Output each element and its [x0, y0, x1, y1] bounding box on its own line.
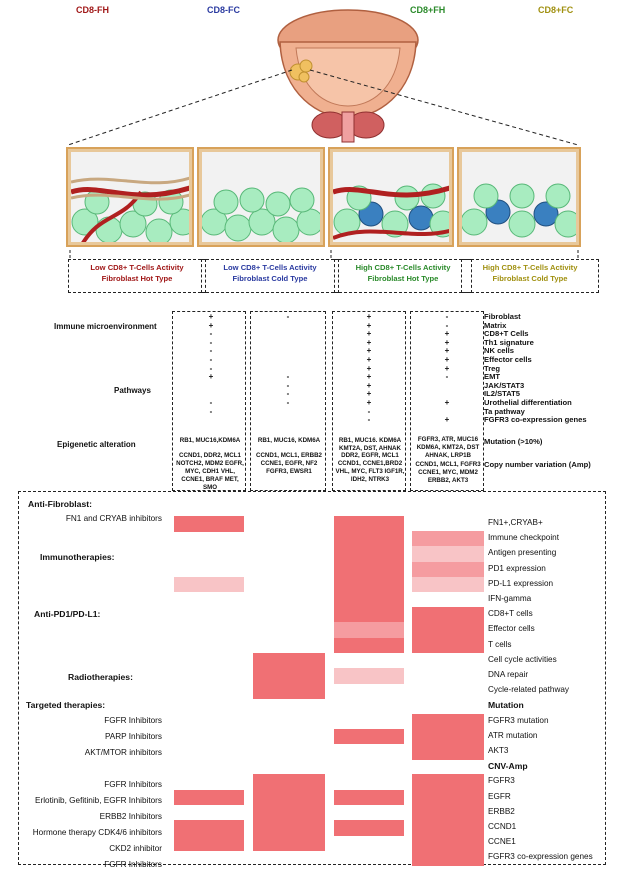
feature-label: FGFR3 co-expression genes	[484, 415, 587, 425]
row-label-pathways: Pathways	[114, 386, 151, 395]
heatmap-cell	[253, 805, 325, 821]
therapy-label: Hormone therapy CDK4/6 inhibitors	[32, 828, 162, 837]
heatmap-cell	[334, 592, 404, 608]
target-label: DNA repair	[488, 670, 529, 679]
target-label: CD8+T cells	[488, 609, 533, 619]
sign-mark: +	[444, 398, 450, 407]
heatmap-cell	[334, 790, 404, 806]
therapy-label: ERBB2 Inhibitors	[99, 812, 162, 821]
target-label: CNV-Amp	[488, 761, 528, 772]
heatmap-cell	[334, 531, 404, 547]
heatmap-cell	[334, 607, 404, 623]
heatmap-cell	[334, 577, 404, 593]
target-label: FGFR3	[488, 776, 515, 786]
feature-label: Urothelial differentiation	[484, 398, 572, 407]
mutation-genes-4: FGFR3, ATR, MUC16 KDM6A, KMT2A, DST AHNAK, LRP1B	[416, 436, 480, 459]
heatmap-cell	[412, 714, 484, 730]
heatmap-cell	[253, 835, 325, 851]
target-label: CCNE1	[488, 837, 516, 847]
row-label-epigenetic: Epigenetic alteration	[57, 440, 136, 449]
target-label: Cell cycle activities	[488, 654, 557, 664]
heatmap-cell	[334, 638, 404, 654]
heatmap-cell	[253, 668, 325, 684]
heatmap-cell	[412, 805, 484, 821]
target-label: Effector cells	[488, 624, 535, 634]
panel-cd8-fc	[197, 147, 325, 247]
heatmap-cell	[334, 546, 404, 562]
sign-mark: -	[367, 415, 371, 425]
sign-mark: -	[209, 337, 213, 347]
sign-mark: +	[208, 320, 214, 330]
feature-label: EMT	[484, 372, 501, 382]
heatmap-cell	[412, 577, 484, 593]
sign-mark: -	[209, 363, 213, 373]
sign-mark: +	[444, 355, 450, 364]
subtype-box-fh-high	[334, 259, 472, 293]
subtype-line1: Low CD8+ T-Cells Activity	[90, 263, 184, 272]
heatmap-cell	[334, 516, 404, 532]
panel-title-cd8p-fh: CD8+FH	[410, 5, 446, 15]
panel-cd8-fh	[66, 147, 194, 247]
therapy-label: Anti-Fibroblast:	[28, 499, 92, 509]
therapy-label: Targeted therapies:	[26, 700, 106, 710]
row-label-immune: Immune microenvironment	[54, 322, 157, 331]
heatmap-cell	[174, 790, 244, 806]
heatmap-cell	[412, 790, 484, 806]
sign-mark: +	[366, 355, 372, 364]
heatmap-cell	[412, 531, 484, 547]
panel-title-cd8-fc: CD8-FC	[207, 5, 240, 15]
heatmap-cell	[412, 622, 484, 638]
target-label: FN1+,CRYAB+	[488, 518, 543, 527]
therapy-label: Anti-PD1/PD-L1:	[34, 609, 101, 619]
therapy-label: PARP Inhibitors	[104, 732, 162, 741]
cnv-genes-3: DDR2, EGFR, MCL1 CCND1, CCNE1,BRD2 VHL, MYC, FLT3 IGF1R, IDH2, NTRK3	[335, 452, 405, 483]
heatmap-cell	[412, 774, 484, 790]
heatmap-cell	[412, 729, 484, 745]
tissue-illustration	[333, 152, 449, 242]
sign-mark: -	[286, 312, 290, 321]
therapy-label: FN1 and CRYAB inhibitors	[65, 514, 162, 523]
heatmap-cell	[412, 835, 484, 851]
cnv-genes-1: CCND1, DDR2, MCL1 NOTCH2, MDM2 EGFR, MYC, CDH1 VHL, CCNE1, BRAF MET, SMO	[176, 452, 244, 491]
therapy-label: FGFR Inhibitors	[104, 780, 162, 789]
heatmap-cell	[412, 820, 484, 836]
heatmap-cell	[334, 562, 404, 578]
target-label: Mutation	[488, 700, 524, 711]
target-label: Cycle-related pathway	[488, 685, 570, 695]
sign-mark: +	[366, 363, 372, 373]
subtype-line2: Fibroblast Hot Type	[367, 274, 439, 283]
sign-mark: +	[444, 346, 450, 356]
heatmap-cell	[174, 835, 244, 851]
heatmap-cell	[412, 744, 484, 760]
sign-mark: +	[366, 329, 372, 339]
heatmap-cell	[412, 638, 484, 654]
sign-mark: -	[445, 312, 449, 321]
heatmap-cell	[412, 607, 484, 623]
sign-mark: +	[366, 398, 372, 407]
sign-mark: -	[209, 398, 213, 407]
therapy-label: FGFR Inhibitors	[104, 716, 162, 725]
feature-label: Th1 signature	[484, 337, 534, 347]
therapy-label: FGFR Inhibitors	[104, 860, 162, 869]
target-label: Immune checkpoint	[488, 533, 559, 543]
subtype-box-fh-low	[68, 259, 206, 293]
target-label: T cells	[488, 639, 512, 649]
sign-mark: -	[209, 329, 213, 339]
mutation-genes-1: RB1, MUC16,KDM6A	[179, 437, 241, 444]
subtype-line2: Fibroblast Cold Type	[232, 274, 308, 283]
subtype-line1: High CD8+ T-Cells Activity	[355, 263, 451, 272]
heatmap-cell	[334, 668, 404, 684]
feature-label: JAK/STAT3	[484, 380, 525, 390]
sign-mark: +	[444, 415, 450, 425]
sign-mark: -	[286, 398, 290, 407]
heatmap-cell	[334, 820, 404, 836]
sign-mark: +	[208, 312, 214, 321]
target-label: AKT3	[488, 746, 509, 755]
therapy-label: Radiotherapies:	[68, 672, 133, 682]
sign-mark: -	[286, 389, 290, 399]
cnv-label: Copy number variation (Amp)	[484, 460, 591, 469]
heatmap-cell	[174, 577, 244, 593]
subtype-line2: Fibroblast Hot Type	[101, 274, 173, 283]
heatmap-cell	[412, 850, 484, 866]
target-label: ERBB2	[488, 806, 515, 816]
sign-mark: +	[444, 329, 450, 339]
feature-label: NK cells	[484, 346, 514, 356]
target-label: FGFR3 co-expression genes	[488, 852, 593, 862]
sign-mark: -	[209, 406, 213, 416]
feature-label: Treg	[484, 363, 501, 373]
therapy-label: Immunotherapies:	[40, 552, 115, 562]
feature-label: Ta pathway	[484, 406, 525, 416]
sign-mark: +	[444, 337, 450, 347]
sign-mark: -	[209, 346, 213, 356]
tissue-illustration	[202, 152, 320, 242]
therapy-label: Erlotinib, Gefitinib, EGFR Inhibitors	[35, 796, 162, 805]
panel-cd8p-fh	[328, 147, 454, 247]
therapy-label: AKT/MTOR inhibitors	[84, 748, 162, 757]
sign-mark: -	[445, 320, 449, 330]
sign-mark: -	[209, 355, 213, 364]
sign-mark: +	[366, 372, 372, 382]
target-label: IFN-gamma	[488, 594, 532, 603]
panel-title-cd8p-fc: CD8+FC	[538, 5, 574, 15]
cnv-genes-4: CCND1, MCL1, FGFR3 CCNE1, MYC, MDM2 ERBB2, AKT3	[415, 461, 481, 484]
sign-mark: +	[444, 363, 450, 373]
feature-label: Matrix	[484, 320, 507, 330]
heatmap-cell	[174, 820, 244, 836]
target-label: CCND1	[488, 822, 517, 831]
tissue-illustration	[71, 152, 189, 242]
target-label: EGFR	[488, 791, 511, 801]
target-label: PD1 expression	[488, 563, 546, 573]
sign-mark: +	[366, 346, 372, 356]
heatmap-cell	[334, 729, 404, 745]
heatmap-cell	[253, 774, 325, 790]
target-label: Antigen presenting	[488, 548, 557, 558]
subtype-line1: Low CD8+ T-Cells Activity	[223, 263, 317, 272]
subtype-box-fc-high	[461, 259, 599, 293]
target-label: ATR mutation	[488, 730, 538, 740]
tissue-illustration	[462, 152, 576, 242]
cnv-genes-2: CCND1, MCL1, ERBB2 CCNE1, EGFR, NF2 FGFR3, EWSR1	[255, 452, 322, 475]
subtype-line1: High CD8+ T-Cells Activity	[482, 263, 578, 272]
target-label: FGFR3 mutation	[488, 715, 549, 725]
panel-cd8p-fc	[457, 147, 581, 247]
heatmap-cell	[253, 653, 325, 669]
subtype-box-fc-low	[201, 259, 339, 293]
heatmap-cell	[253, 820, 325, 836]
sign-mark: +	[366, 337, 372, 347]
heatmap-cell	[253, 790, 325, 806]
therapy-label: CKD2 inhibitor	[109, 844, 162, 853]
sign-mark: -	[286, 380, 290, 390]
heatmap-cell	[412, 546, 484, 562]
sign-mark: -	[286, 372, 290, 382]
sign-mark: -	[445, 372, 449, 382]
heatmap-cell	[412, 562, 484, 578]
sign-mark: +	[208, 372, 214, 382]
feature-label: Fibroblast	[484, 312, 521, 321]
panel-title-cd8-fh: CD8-FH	[76, 5, 109, 15]
heatmap-cell	[253, 683, 325, 699]
subtype-line2: Fibroblast Cold Type	[492, 274, 568, 283]
feature-label: Effector cells	[484, 355, 532, 364]
target-label: PD-L1 expression	[488, 578, 554, 588]
heatmap-cell	[334, 622, 404, 638]
mutation-label: Mutation (>10%)	[484, 437, 543, 446]
feature-label: IL2/STAT5	[484, 389, 521, 399]
mutation-genes-2: RB1, MUC16, KDM6A	[257, 437, 321, 444]
mutation-genes-3: RB1, MUC16. KDM6A KMT2A, DST, AHNAK	[338, 437, 402, 452]
sign-mark: -	[367, 406, 371, 416]
feature-label: CD8+T Cells	[484, 329, 529, 339]
heatmap-cell	[174, 516, 244, 532]
sign-mark: +	[366, 380, 372, 390]
sign-mark: +	[366, 389, 372, 399]
sign-mark: +	[366, 320, 372, 330]
sign-mark: +	[366, 312, 372, 321]
